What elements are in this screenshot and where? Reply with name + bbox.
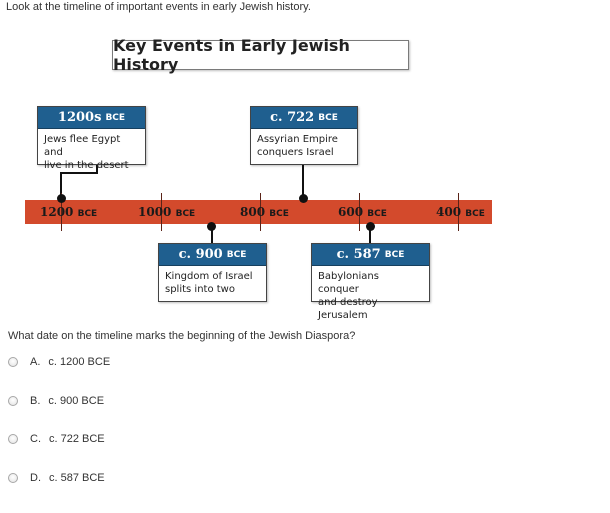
event-box-587 [311,243,430,321]
event-description-1200s: Jews flee Egypt and live in the desert [44,134,129,171]
event-description-587: Babylonians conquer and destroy Jerusalem [318,271,379,321]
connector-722 [302,164,304,198]
tick-label-600: 600 BCE [338,205,387,219]
choice-c-label[interactable]: c. 722 BCE [49,433,105,445]
event-box-1200s [37,106,146,171]
radio-a[interactable] [8,357,18,367]
choice-c-letter: C. [30,433,41,445]
event-box-722 [250,106,358,165]
choice-a[interactable] [8,355,110,369]
choice-d-letter: D. [30,472,41,484]
tick-label-400: 400 BCE [436,205,485,219]
choice-b-label[interactable]: c. 900 BCE [48,395,105,407]
choice-d[interactable] [8,471,105,485]
event-date-587: c. 587 BCE [312,244,429,266]
choice-c[interactable] [8,432,105,446]
radio-b[interactable] [8,396,18,406]
event-date-722: c. 722 BCE [251,107,357,129]
tick-label-1200: 1200 BCE [40,205,98,219]
radio-c[interactable] [8,434,18,444]
radio-d[interactable] [8,473,18,483]
event-description-900: Kingdom of Israel splits into two [165,271,253,295]
event-dot-900 [207,222,216,231]
intro-text: Look at the timeline of important events in early Jewish history. [6,1,311,13]
choice-a-letter: A. [30,356,41,368]
event-description-722: Assyrian Empire conquers Israel [257,134,338,158]
timeline-title: Key Events in Early Jewish History [112,40,409,70]
event-dot-722 [299,194,308,203]
choice-b[interactable] [8,394,104,408]
event-dot-1200s [57,194,66,203]
event-box-900 [158,243,267,302]
event-date-1200s: 1200s BCE [38,107,145,129]
choice-b-letter: B. [30,395,41,407]
tick-label-800: 800 BCE [240,205,289,219]
tick-label-1000: 1000 BCE [138,205,196,219]
choice-d-label[interactable]: c. 587 BCE [49,472,105,484]
event-date-900: c. 900 BCE [159,244,266,266]
event-dot-587 [366,222,375,231]
choice-a-label[interactable]: c. 1200 BCE [48,356,111,368]
question-prompt: What date on the timeline marks the beginning of the Jewish Diaspora? [8,330,356,342]
